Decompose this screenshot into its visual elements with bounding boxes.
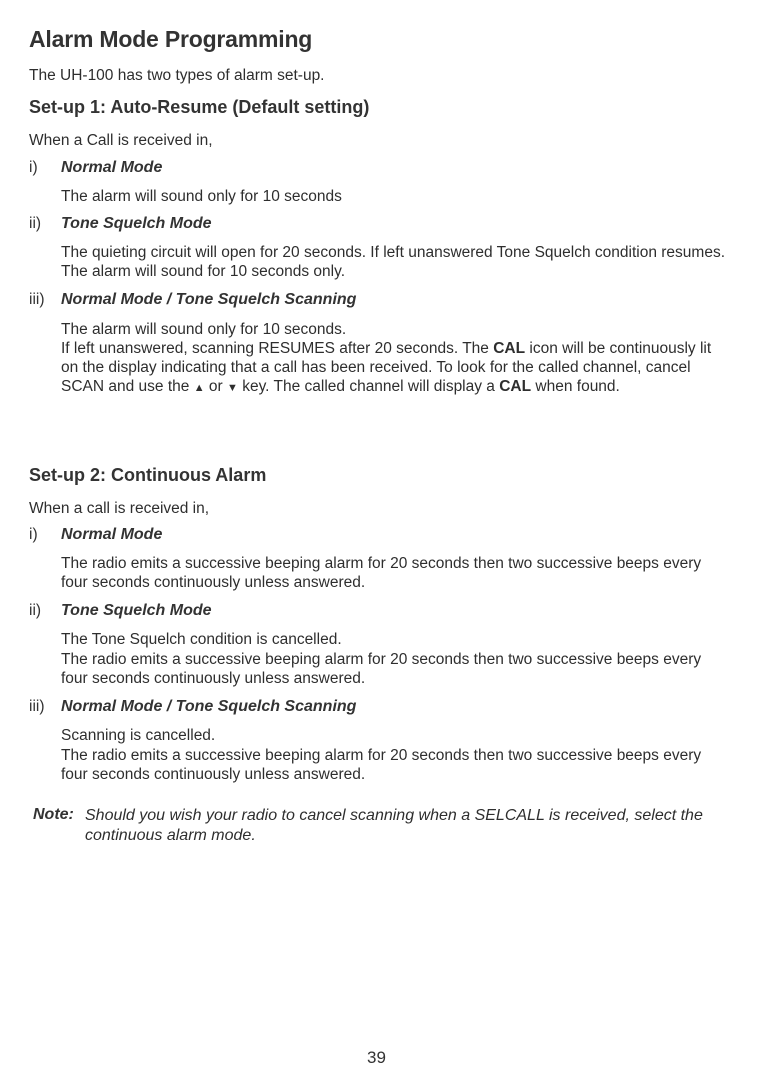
setup1-item2-num: ii) [29, 215, 42, 232]
setup2-item2-num: ii) [29, 602, 42, 619]
setup1-lead: When a Call is received in, [29, 132, 213, 149]
setup1-item3-text: If left unanswered, scanning RESUMES after 20 seconds. The CAL icon will be continuously lit on the display indicating that a call has been received. To look for the called channel, cancel SCAN and use the ▲ or ▼ key. The called channel will display a CAL when found. [61, 340, 712, 395]
setup2-heading: Set-up 2: Continuous Alarm [29, 465, 267, 485]
setup2-item3-num: iii) [29, 698, 45, 715]
setup1-heading: Set-up 1: Auto-Resume (Default setting) [29, 97, 370, 117]
down-arrow-icon: ▼ [227, 382, 238, 394]
setup2-item3-mode: Normal Mode / Tone Squelch Scanning [61, 698, 357, 715]
page-title: Alarm Mode Programming [29, 26, 313, 52]
setup1-item3-mode: Normal Mode / Tone Squelch Scanning [61, 291, 357, 308]
setup2-item3-line1: Scanning is cancelled. [61, 727, 216, 744]
setup1-item3-num: iii) [29, 291, 45, 308]
setup1-item1-mode: Normal Mode [61, 159, 163, 176]
setup2-item2-text: The radio emits a successive beeping alarm for 20 seconds then two successive beeps every four seconds continuously unless answered. [61, 651, 702, 687]
setup1-item3-line1: The alarm will sound only for 10 seconds. [61, 321, 347, 338]
intro-text: The UH-100 has two types of alarm set-up. [29, 67, 325, 84]
up-arrow-icon: ▲ [193, 382, 205, 394]
setup1-item2-text: The quieting circuit will open for 20 seconds. If left unanswered Tone Squelch condition resumes. The alarm will sound for 10 seconds only. [61, 244, 726, 280]
setup1-item1-num: i) [29, 159, 38, 176]
cal-icon-label-2: CAL [499, 378, 532, 395]
setup1-item1-text: The alarm will sound only for 10 seconds [61, 188, 342, 205]
setup2-item2-line1: The Tone Squelch condition is cancelled. [61, 631, 342, 648]
setup2-item1-text: The radio emits a successive beeping alarm for 20 seconds then two successive beeps every four seconds continuously unless answered. [61, 555, 702, 591]
setup2-item3-text: The radio emits a successive beeping alarm for 20 seconds then two successive beeps every four seconds continuously unless answered. [61, 747, 702, 783]
setup2-item1-mode: Normal Mode [61, 526, 163, 543]
note-text: Should you wish your radio to cancel scanning when a SELCALL is received, select the continuous alarm mode. [85, 807, 703, 844]
setup1-item2-mode: Tone Squelch Mode [61, 215, 212, 232]
note-label: Note: [33, 806, 74, 823]
setup2-lead: When a call is received in, [29, 500, 210, 517]
cal-icon-label: CAL [493, 340, 526, 357]
setup2-item2-mode: Tone Squelch Mode [61, 602, 212, 619]
setup2-item1-num: i) [29, 526, 38, 543]
page-number: 39 [367, 1048, 386, 1067]
